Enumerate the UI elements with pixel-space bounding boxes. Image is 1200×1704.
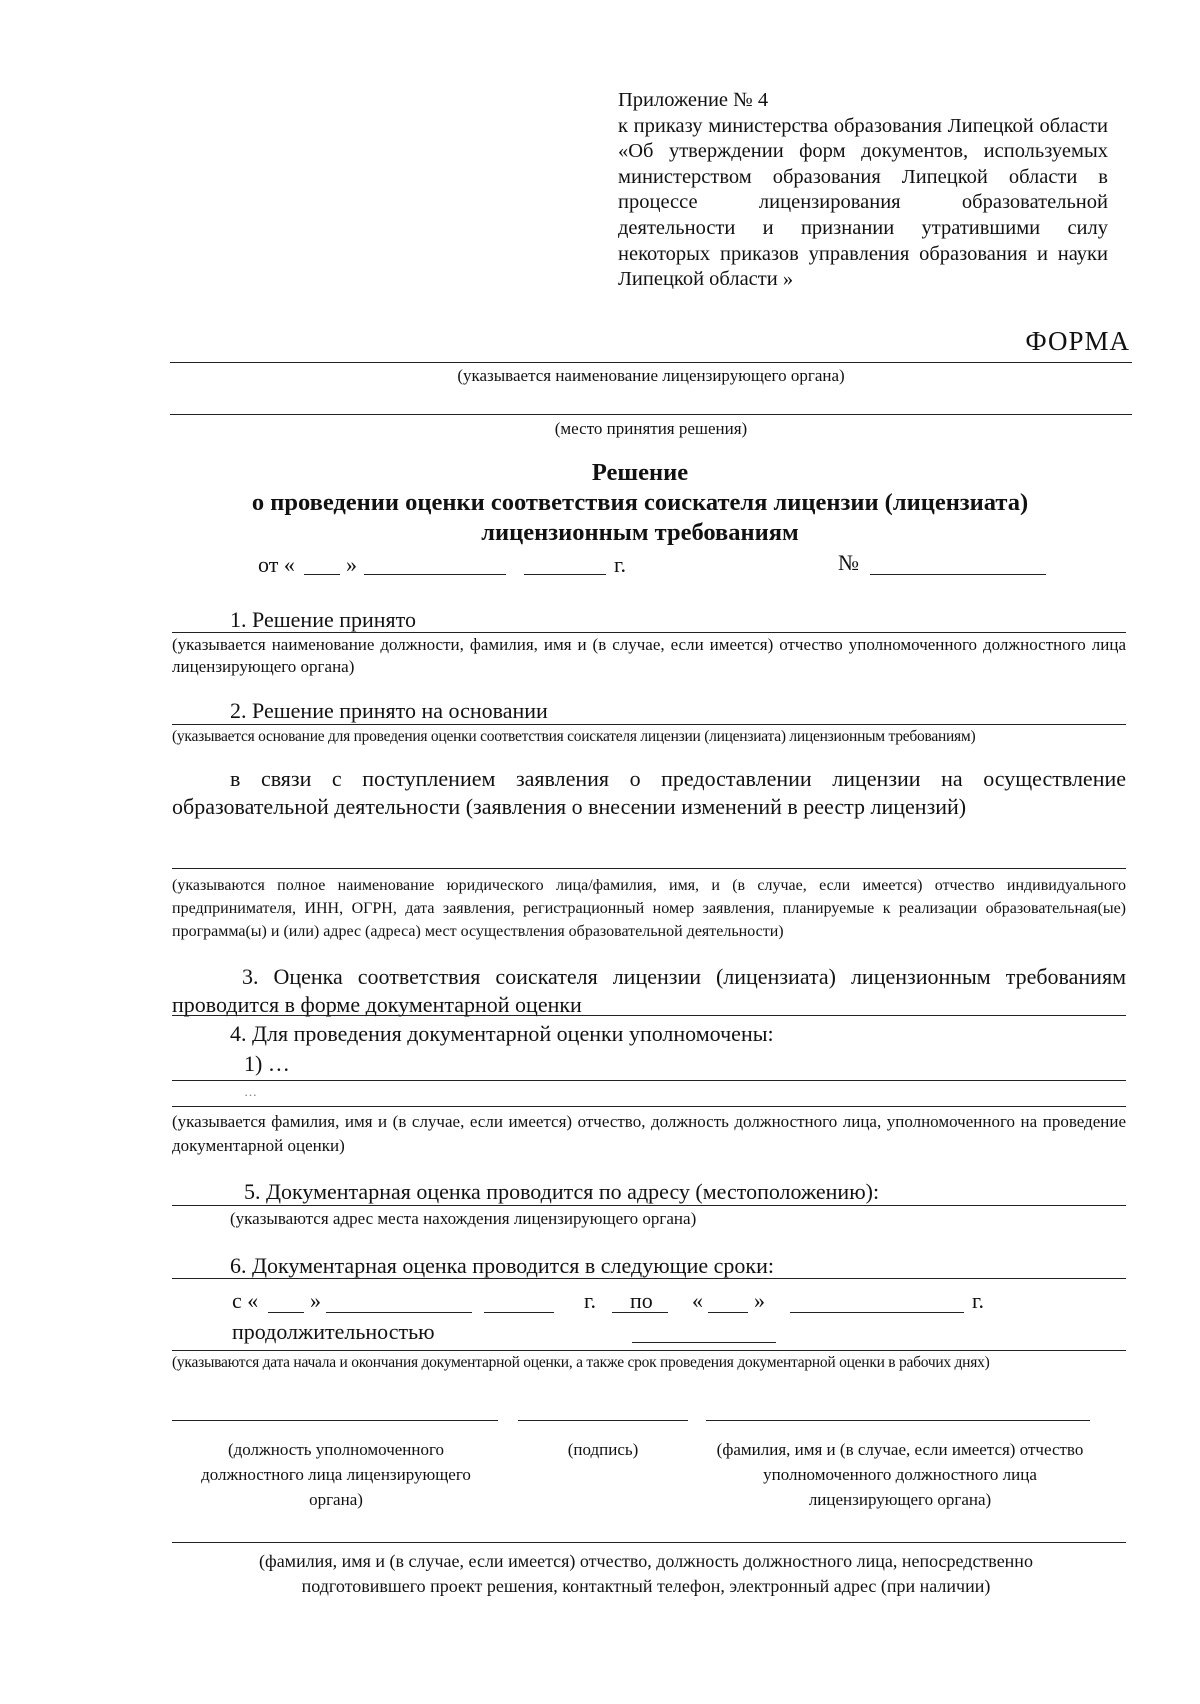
signature-name-line <box>706 1420 1090 1421</box>
period-to-open-quote: « <box>692 1288 703 1313</box>
period-to-underline <box>612 1312 668 1313</box>
section-5-hint: (указываются адрес места нахождения лицензирующего органа) <box>230 1209 697 1228</box>
section-1-label: 1. Решение принято <box>230 607 416 632</box>
date-year-suffix: г. <box>614 552 627 577</box>
appendix-block <box>618 88 1108 293</box>
period-from-close-quote: » <box>310 1288 321 1313</box>
section-3-text: 3. Оценка соответствия соискателя лицензии (лицензиата) лицензионным требованиям проводится в форме документарной оценки <box>172 964 1126 1017</box>
section-6-line <box>172 1278 1126 1279</box>
period-from-year-suffix: г. <box>584 1288 597 1313</box>
section-2-hint: (указывается основание для проведения оценки соответствия соискателя лицензии (лицензиата) лицензионным требованиям) <box>172 728 976 745</box>
section-2-text: в связи с поступлением заявления о предоставлении лицензии на осуществление образовательной деятельности (заявления о внесении изменений в реестр лицензий) <box>172 766 1126 819</box>
section-4-more-items: … <box>244 1084 257 1099</box>
number-line <box>870 574 1046 575</box>
period-to-close-quote: » <box>754 1288 765 1313</box>
date-year-line <box>524 574 606 575</box>
period-duration-line <box>632 1342 776 1343</box>
section-6-hint: (указываются дата начала и окончания документарной оценки, а также срок проведения документарной оценки в рабочих днях) <box>172 1354 990 1371</box>
signature-sign-hint: (подпись) <box>567 1440 639 1459</box>
date-month-line <box>364 574 506 575</box>
section-4-item-1-line <box>172 1080 1126 1081</box>
section-5-label: 5. Документарная оценка проводится по адресу (местоположению): <box>244 1179 880 1204</box>
heading-line-2: о проведении оценки соответствия соискателя лицензии (лицензиата) <box>251 489 1029 516</box>
section-4-item-1: 1) … <box>244 1051 290 1076</box>
period-to-year-suffix: г. <box>972 1288 985 1313</box>
heading-line-1: Решение <box>591 459 689 486</box>
document-heading <box>160 458 1120 548</box>
period-to-label: по <box>630 1288 653 1313</box>
date-from-label: от « <box>258 552 295 577</box>
section-4-hint: (указывается фамилия, имя и (в случае, если имеется) отчество, должность должностного лица, уполномоченного на проведение документарной оценки) <box>172 1112 1126 1155</box>
period-from-label: с « <box>232 1288 259 1313</box>
signature-name-hint: (фамилия, имя и (в случае, если имеется) отчество уполномоченного должностного лица лицензирующего органа) <box>716 1440 1084 1509</box>
form-label: ФОРМА <box>1025 326 1130 356</box>
period-to-day-line <box>708 1312 748 1313</box>
decision-place-line <box>170 414 1132 415</box>
period-from-day-line <box>268 1312 304 1313</box>
section-4-label: 4. Для проведения документарной оценки уполномочены: <box>230 1021 774 1046</box>
heading-line-3: лицензионным требованиям <box>481 519 799 546</box>
period-from-year-line <box>484 1312 554 1313</box>
period-from-month-line <box>326 1312 472 1313</box>
period-duration-label: продолжительностью <box>232 1319 435 1344</box>
appendix-title: Приложение № 4 <box>618 89 769 111</box>
preparer-line <box>172 1542 1126 1543</box>
licensing-body-hint: (указывается наименование лицензирующего органа) <box>457 366 845 385</box>
section-2-line <box>172 724 1126 725</box>
preparer-hint: (фамилия, имя и (в случае, если имеется) отчество, должность должностного лица, непосредственно подготовившего проект решения, контактный телефон, электронный адрес (при наличии) <box>259 1551 1033 1596</box>
section-6-label: 6. Документарная оценка проводится в следующие сроки: <box>230 1253 774 1278</box>
licensing-body-line <box>170 362 1132 363</box>
section-1-line <box>172 632 1126 633</box>
section-3-line <box>172 1015 1126 1016</box>
section-4-line <box>172 1106 1126 1107</box>
section-2-applicant-hint: (указываются полное наименование юридического лица/фамилия, имя, и (в случае, если имеется) отчество индивидуального предпринимателя, ИНН, ОГРН, дата заявления, регистрационный номер заявления, планируемые к реализации образовательная(ые) программа(ы) и (или) адрес (адреса) мест осуществления образовательной деятельности) <box>172 877 1126 940</box>
section-2-applicant-line <box>172 868 1126 869</box>
section-5-line <box>172 1205 1126 1206</box>
signature-position-line <box>172 1420 498 1421</box>
section-2-label: 2. Решение принято на основании <box>230 698 548 723</box>
date-day-line <box>304 574 340 575</box>
number-sign: № <box>838 550 859 575</box>
period-to-date-line <box>790 1312 964 1313</box>
signature-position-hint: (должность уполномоченного должностного лица лицензирующего органа) <box>201 1440 471 1509</box>
section-6-dates-line <box>172 1350 1126 1351</box>
signature-sign-line <box>518 1420 688 1421</box>
decision-place-hint: (место принятия решения) <box>554 419 748 438</box>
date-close-quote: » <box>346 552 357 577</box>
section-1-hint: (указывается наименование должности, фамилия, имя и (в случае, если имеется) отчество уполномоченного должностного лица лицензирующего органа) <box>172 635 1126 676</box>
appendix-body: к приказу министерства образования Липецкой области «Об утверждении форм документов, используемых министерством образования Липецкой области в процессе лицензирования образовательной деятельности и признании утратившими силу некоторых приказов управления образования и науки Липецкой области » <box>618 114 1108 291</box>
